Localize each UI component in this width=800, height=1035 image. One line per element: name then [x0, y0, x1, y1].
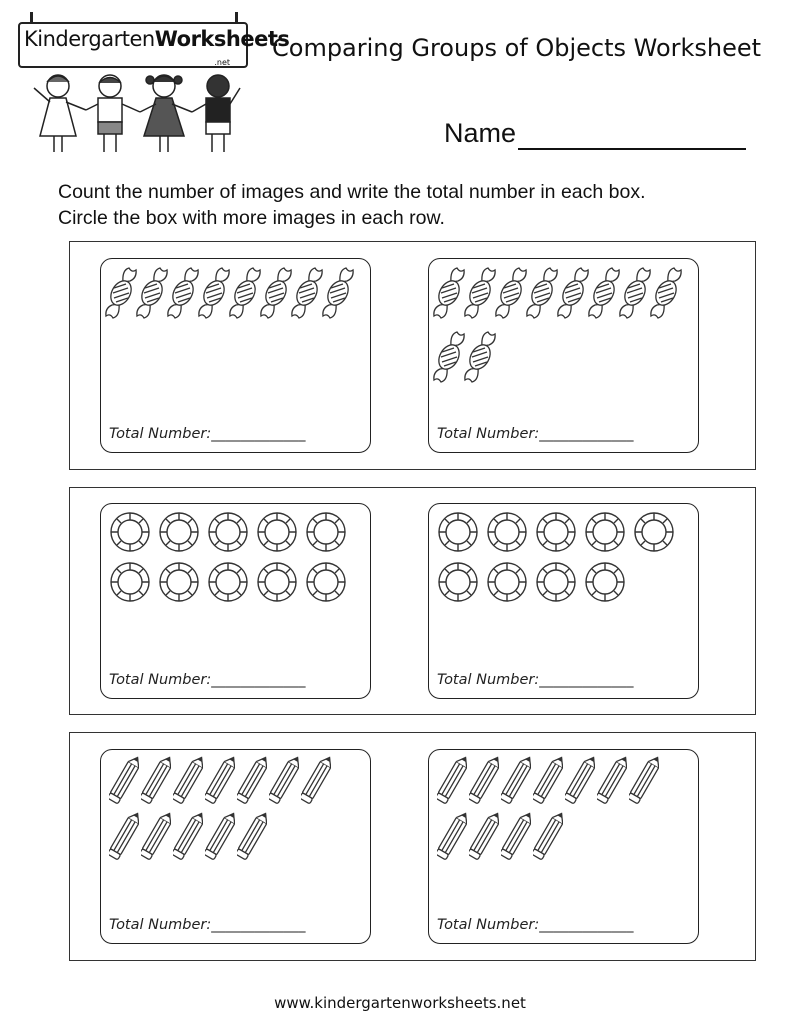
ring-icon: [256, 561, 298, 603]
candy-icon: [198, 264, 230, 322]
logo-tld: .net: [214, 58, 230, 67]
pencil-icon: [597, 754, 627, 808]
ring-icon: [207, 511, 249, 553]
logo-text-part2: Worksheets: [154, 27, 290, 51]
site-logo[interactable]: [18, 12, 290, 157]
ring-icon: [305, 561, 347, 603]
pencil-icon: [501, 810, 531, 864]
item-group: [429, 504, 698, 654]
ring-icon: [109, 511, 151, 553]
candy-icon: [557, 264, 589, 322]
pencil-icon: [141, 810, 171, 864]
count-box-left[interactable]: [100, 749, 371, 944]
ring-icon: [109, 561, 151, 603]
item-group: [429, 750, 698, 900]
ring-icon: [486, 511, 528, 553]
candy-icon: [464, 328, 496, 386]
total-number-label: Total Number:_____________: [437, 917, 634, 933]
pencil-icon: [469, 754, 499, 808]
candy-icon: [136, 264, 168, 322]
total-number-label: Total Number:_____________: [109, 917, 306, 933]
worksheet-title: Comparing Groups of Objects Worksheet: [272, 34, 762, 62]
pencil-icon: [205, 754, 235, 808]
item-group: [101, 259, 370, 409]
candy-icon: [229, 264, 261, 322]
pencil-icon: [109, 754, 139, 808]
pencil-icon: [437, 754, 467, 808]
ring-icon: [584, 561, 626, 603]
pencil-icon: [269, 754, 299, 808]
instruction-line-1: Count the number of images and write the total number in each box.: [58, 181, 646, 203]
count-box-left[interactable]: [100, 258, 371, 453]
comparison-row-1: [69, 241, 756, 470]
total-number-label: Total Number:_____________: [437, 672, 634, 688]
candy-icon: [588, 264, 620, 322]
candy-icon: [291, 264, 323, 322]
count-box-right[interactable]: [428, 258, 699, 453]
pencil-icon: [173, 810, 203, 864]
item-group: [101, 504, 370, 654]
ring-icon: [486, 561, 528, 603]
ring-icon: [535, 561, 577, 603]
ring-icon: [158, 561, 200, 603]
pencil-icon: [469, 810, 499, 864]
candy-icon: [105, 264, 137, 322]
footer-url[interactable]: www.kindergartenworksheets.net: [274, 994, 526, 1012]
candy-icon: [619, 264, 651, 322]
logo-text: [24, 27, 289, 51]
ring-icon: [256, 511, 298, 553]
candy-icon: [464, 264, 496, 322]
pencil-icon: [237, 810, 267, 864]
pencil-icon: [301, 754, 331, 808]
total-number-label: Total Number:_____________: [437, 426, 634, 442]
candy-icon: [433, 328, 465, 386]
ring-icon: [535, 511, 577, 553]
comparison-row-3: [69, 732, 756, 961]
pencil-icon: [437, 810, 467, 864]
pencil-icon: [109, 810, 139, 864]
candy-icon: [433, 264, 465, 322]
pencil-icon: [501, 754, 531, 808]
ring-icon: [633, 511, 675, 553]
pencil-icon: [629, 754, 659, 808]
ring-icon: [437, 511, 479, 553]
total-number-label: Total Number:_____________: [109, 426, 306, 442]
candy-icon: [260, 264, 292, 322]
ring-icon: [584, 511, 626, 553]
item-group: [101, 750, 370, 900]
candy-icon: [526, 264, 558, 322]
total-number-label: Total Number:_____________: [109, 672, 306, 688]
count-box-right[interactable]: [428, 749, 699, 944]
candy-icon: [322, 264, 354, 322]
comparison-row-2: [69, 487, 756, 715]
count-box-right[interactable]: [428, 503, 699, 699]
ring-icon: [305, 511, 347, 553]
name-label: Name: [444, 118, 517, 148]
pencil-icon: [141, 754, 171, 808]
pencil-icon: [205, 810, 235, 864]
kids-illustration-icon: [28, 68, 243, 156]
instruction-line-2: Circle the box with more images in each row.: [58, 207, 445, 229]
pencil-icon: [533, 810, 563, 864]
pencil-icon: [173, 754, 203, 808]
candy-icon: [495, 264, 527, 322]
ring-icon: [437, 561, 479, 603]
pencil-icon: [565, 754, 595, 808]
ring-icon: [158, 511, 200, 553]
candy-icon: [650, 264, 682, 322]
item-group: [429, 259, 698, 409]
count-box-left[interactable]: [100, 503, 371, 699]
logo-text-part1: Kindergarten: [24, 27, 155, 51]
pencil-icon: [237, 754, 267, 808]
pencil-icon: [533, 754, 563, 808]
candy-icon: [167, 264, 199, 322]
name-field[interactable]: [518, 148, 746, 150]
ring-icon: [207, 561, 249, 603]
